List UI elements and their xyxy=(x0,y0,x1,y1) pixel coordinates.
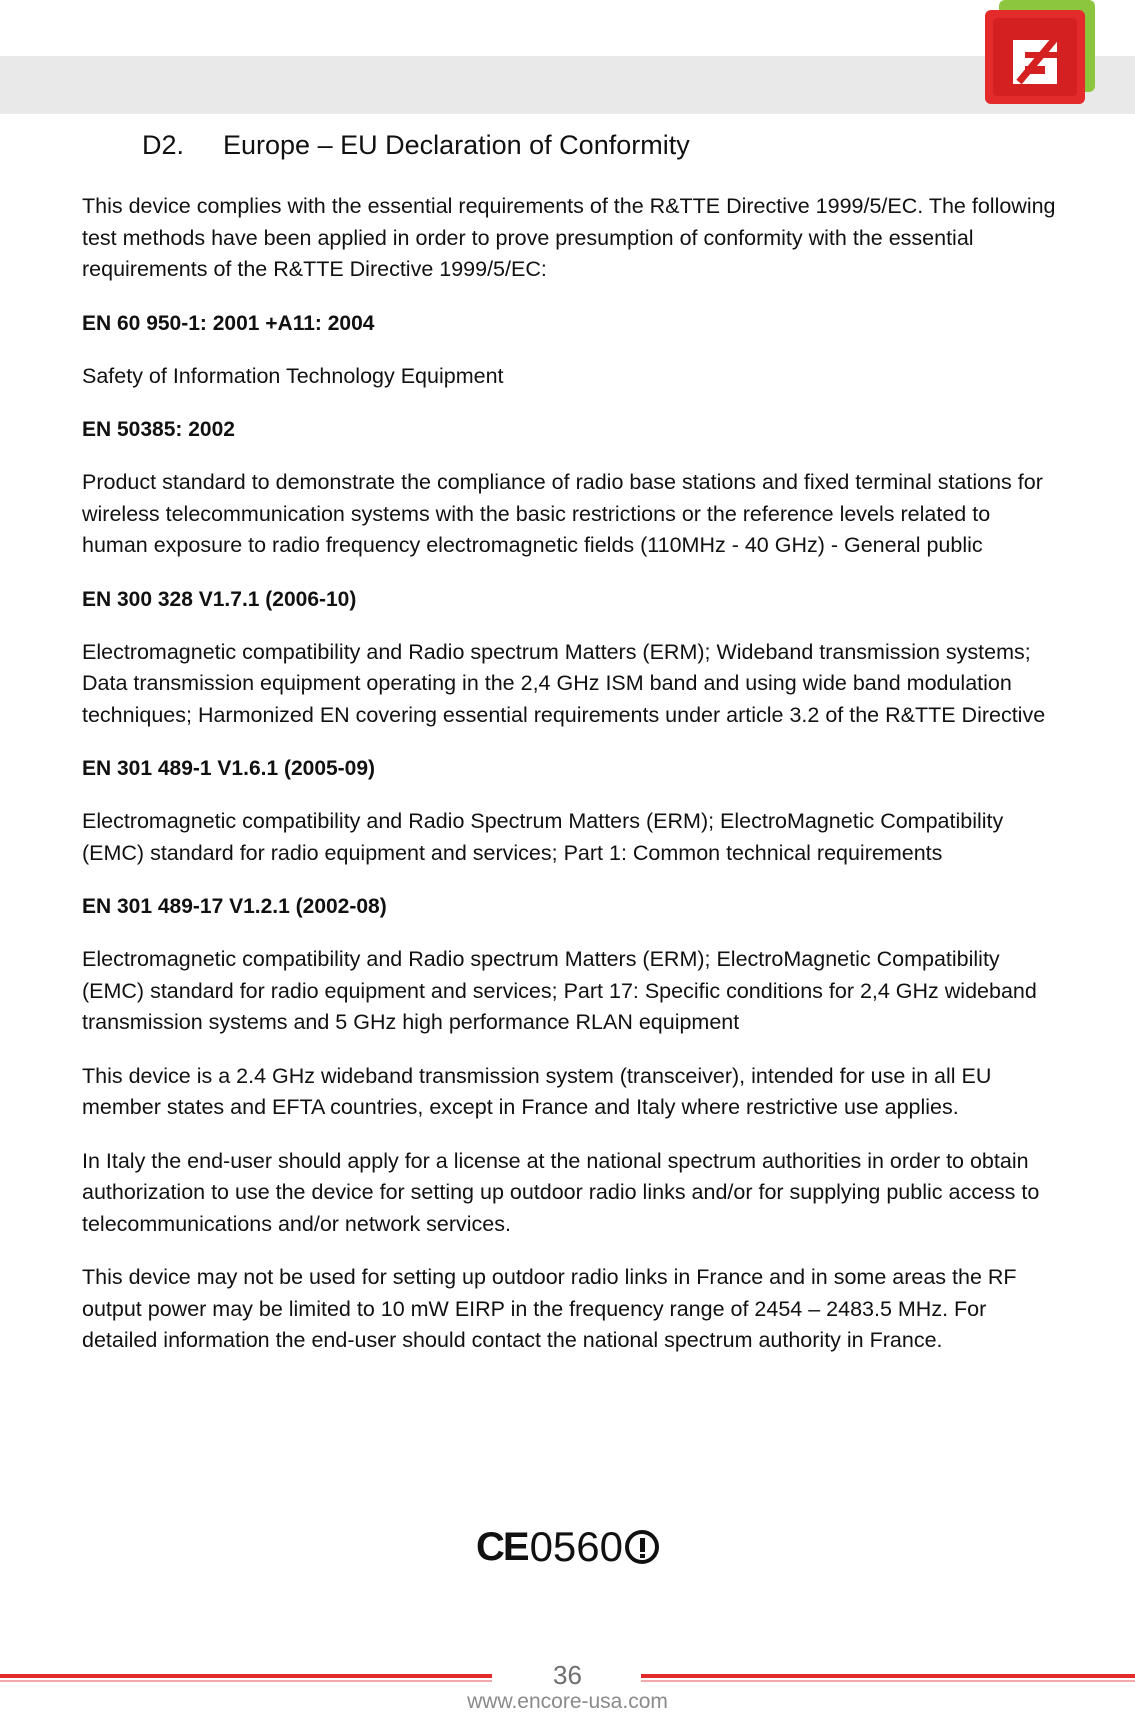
standard-description: Electromagnetic compatibility and Radio spectrum Matters (ERM); Wideband transmission systems; Data transmission equipment operating in the 2,4 GHz ISM band and using wide band modulation techniques; Harmonized EN covering essential requirements under article 3.2 of the R&TTE Directive xyxy=(82,639,1046,727)
alert-icon xyxy=(625,1530,659,1564)
standard-code: EN 300 328 V1.7.1 (2006-10) xyxy=(82,587,357,611)
header-band xyxy=(0,56,1135,114)
intro-paragraph: This device complies with the essential requirements of the R&TTE Directive 1999/5/EC. The following test methods have been applied in order to prove presumption of conformity with the essential requirements of the R&TTE Directive 1999/5/EC: xyxy=(82,194,1056,281)
page-number: 36 xyxy=(553,1660,582,1690)
section-title-text: Europe – EU Declaration of Conformity xyxy=(223,130,690,160)
page-content xyxy=(82,130,1057,1379)
standard-description: Safety of Information Technology Equipment xyxy=(82,363,504,388)
standard-code: EN 50385: 2002 xyxy=(82,418,235,441)
notified-body-number: 0560 xyxy=(529,1523,623,1570)
standard-code: EN 301 489-1 V1.6.1 (2005-09) xyxy=(82,757,376,780)
standard-description: Electromagnetic compatibility and Radio spectrum Matters (ERM); ElectroMagnetic Compatibility (EMC) standard for radio equipment and services; Part 17: Specific conditions for 2,4 GHz wideband transmission systems and 5 GHz high performance RLAN equipment xyxy=(82,947,1037,1034)
encore-logo xyxy=(985,0,1097,106)
standard-description: Electromagnetic compatibility and Radio Spectrum Matters (ERM); ElectroMagnetic Compatibility (EMC) standard for radio equipment and services; Part 1: Common technical requirements xyxy=(82,809,1004,865)
note-paragraph: This device may not be used for setting up outdoor radio links in France and in some areas the RF output power may be limited to 10 mW EIRP in the frequency range of 2454 – 2483.5 MHz. For detailed information the end-user should contact the national spectrum authority in France. xyxy=(82,1265,1017,1352)
section-number: D2. xyxy=(142,130,185,160)
standard-code: EN 60 950-1: 2001 +A11: 2004 xyxy=(82,311,375,335)
standard-description: Product standard to demonstrate the compliance of radio base stations and fixed terminal stations for wireless telecommunication systems with the basic restrictions or the reference levels related to human exposure to radio frequency electromagnetic fields (110MHz - 40 GHz) - General public xyxy=(82,470,1043,557)
section-title xyxy=(142,130,1057,161)
ce-mark xyxy=(0,1523,1135,1571)
standard-code: EN 301 489-17 V1.2.1 (2002-08) xyxy=(82,895,387,918)
ce-letters: CE xyxy=(475,1524,528,1569)
note-paragraph: This device is a 2.4 GHz wideband transmission system (transceiver), intended for use in all EU member states and EFTA countries, except in France and Italy where restrictive use applies. xyxy=(82,1063,992,1119)
note-paragraph: In Italy the end-user should apply for a license at the national spectrum authorities in order to obtain authorization to use the device for setting up outdoor radio links and/or for supplying public access to telecommunications and/or network services. xyxy=(82,1148,1040,1236)
footer-url[interactable]: www.encore-usa.com xyxy=(467,1690,668,1713)
